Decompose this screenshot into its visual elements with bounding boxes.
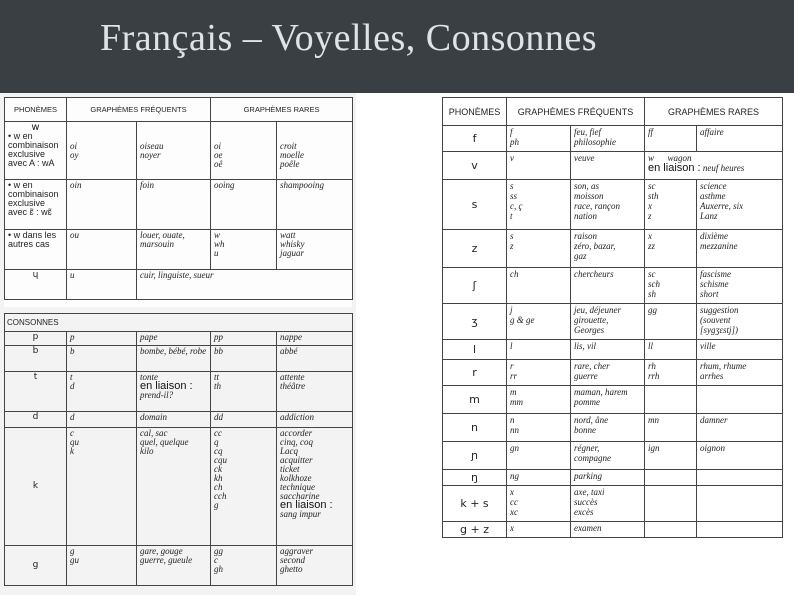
r-wr-sh: fascisme schisme short — [697, 268, 783, 304]
r-ph-r: r — [443, 360, 507, 386]
cons-gr-p: pp — [211, 332, 277, 346]
r-header-phonemes: PHONÈMES — [443, 98, 507, 126]
cons-wr-k-2: sang impur — [280, 509, 321, 519]
r-header-rares: GRAPHÈMES RARES — [645, 98, 783, 126]
r-ph-gz: g + z — [443, 522, 507, 538]
r-wf-z: raison zéro, bazar, gaz — [571, 230, 645, 268]
r-ph-l: l — [443, 340, 507, 360]
r-gr-gz — [645, 522, 697, 538]
r-wf-n: nord, âne bonne — [571, 414, 645, 442]
r-wf-sh: chercheurs — [571, 268, 645, 304]
cons-gf-t: t d — [67, 372, 137, 412]
cons-gr-b: bb — [211, 346, 277, 372]
cons-gr-d: dd — [211, 412, 277, 428]
r-gr-zh: gg — [645, 304, 697, 340]
w-row-1-wr: croit moelle poêle — [277, 122, 353, 180]
cons-wr-k-1: accorder cinq, coq Lacq acquitter ticket kolkhoze technique saccharine — [280, 428, 320, 501]
w-row-2-wr: shampooing — [277, 180, 353, 230]
r-gr-sh: sc sch sh — [645, 268, 697, 304]
r-wf-v: veuve — [571, 152, 645, 180]
r-wr-l: ville — [697, 340, 783, 360]
r-wr-s: science asthme Auxerre, six Lanz — [697, 180, 783, 230]
cons-gf-k: c qu k — [67, 428, 137, 546]
r-gf-s: s ss c, ç t — [507, 180, 571, 230]
liaison-label-t: en liaison : — [140, 380, 193, 392]
w-row-1-gr: oi oe oê — [211, 122, 277, 180]
cons-wr-t: attente théâtre — [277, 372, 353, 412]
w-desc: • w en combinaison exclusive avec A : wA — [8, 131, 59, 168]
r-gr-l: ll — [645, 340, 697, 360]
w-row-1-desc — [5, 122, 67, 180]
r-ph-m: m — [443, 386, 507, 414]
r-gf-r: r rr — [507, 360, 571, 386]
cons-wf-d: domain — [137, 412, 211, 428]
r-gf-v: v — [507, 152, 571, 180]
r-wf-s: son, as moisson race, rançon nation — [571, 180, 645, 230]
cons-wr-b: abbé — [277, 346, 353, 372]
r-gr-n: mn — [645, 414, 697, 442]
w-row-3-wr: watt whisky jaguar — [277, 230, 353, 270]
cons-ph-p: p — [5, 332, 67, 346]
cons-ph-k: k — [5, 428, 67, 546]
r-wr-f: affaire — [697, 126, 783, 152]
w-row-3-gf: ou — [67, 230, 137, 270]
cons-wf-t — [137, 372, 211, 412]
r-wr-m — [697, 386, 783, 414]
r-gr-f: ff — [645, 126, 697, 152]
r-gf-gn: gn — [507, 442, 571, 470]
r-ph-f: f — [443, 126, 507, 152]
r-gr-s: sc sth x z — [645, 180, 697, 230]
w-row-2-gr: ooing — [211, 180, 277, 230]
r-rares-v — [645, 152, 783, 180]
cons-ph-b: b — [5, 346, 67, 372]
r-ph-sh: ʃ — [443, 268, 507, 304]
r-wr-ng — [697, 470, 783, 486]
header-frequents: GRAPHÈMES FRÉQUENTS — [67, 98, 211, 122]
r-wf-m: maman, harem pomme — [571, 386, 645, 414]
right-scan — [438, 93, 794, 595]
r-wr-gn: oignon — [697, 442, 783, 470]
r-ph-s: s — [443, 180, 507, 230]
r-ph-n: n — [443, 414, 507, 442]
title-bar — [0, 0, 794, 93]
r-gf-sh: ch — [507, 268, 571, 304]
r-ph-gn: ɲ — [443, 442, 507, 470]
r-ph-ng: ŋ — [443, 470, 507, 486]
r-wf-gz: examen — [571, 522, 645, 538]
cons-gf-g: g gu — [67, 546, 137, 586]
r-wr-n: damner — [697, 414, 783, 442]
r-gf-n: n nn — [507, 414, 571, 442]
w-row-1-gf: oi oy — [67, 122, 137, 180]
page-title: Français – Voyelles, Consonnes — [100, 17, 598, 59]
cons-ph-g: g — [5, 546, 67, 586]
cons-ph-t: t — [5, 372, 67, 412]
cons-wf-b: bombe, bébé, robe — [137, 346, 211, 372]
cons-wf-t-2: prend-il? — [140, 390, 174, 400]
r-wr-z: dixième mezzanine — [697, 230, 783, 268]
w-label: w — [31, 122, 40, 133]
r-wr-v: wagon — [667, 153, 692, 163]
r-gf-ks: x cc xc — [507, 486, 571, 522]
w-row-2-gf: oin — [67, 180, 137, 230]
r-gf-gz: x — [507, 522, 571, 538]
r-gf-ng: ng — [507, 470, 571, 486]
r-ph-zh: ʒ — [443, 304, 507, 340]
r-gf-l: l — [507, 340, 571, 360]
cons-wf-t-1: tonte — [140, 372, 158, 382]
cons-wr-g: aggraver second ghetto — [277, 546, 353, 586]
r-gr-ks — [645, 486, 697, 522]
r-wr-ks — [697, 486, 783, 522]
r-wf-l: lis, vil — [571, 340, 645, 360]
r-gr-gn: ign — [645, 442, 697, 470]
r-ph-ks: k + s — [443, 486, 507, 522]
cons-ph-d: d — [5, 412, 67, 428]
yh-phoneme: ɥ — [5, 270, 67, 300]
r-wr-gz — [697, 522, 783, 538]
r-header-frequents: GRAPHÈMES FRÉQUENTS — [507, 98, 645, 126]
cons-wr-k — [277, 428, 353, 546]
r-gf-z: s z — [507, 230, 571, 268]
r-gr-ng — [645, 470, 697, 486]
liaison-label-k: en liaison : — [280, 499, 333, 511]
cons-gr-k: cc q cq cqu ck kh ch cch g — [211, 428, 277, 546]
cons-gr-t: tt th — [211, 372, 277, 412]
cons-wf-k: cal, sac quel, quelque kilo — [137, 428, 211, 546]
r-gr-m — [645, 386, 697, 414]
r-ph-v: v — [443, 152, 507, 180]
cons-wf-p: pape — [137, 332, 211, 346]
r-ph-z: z — [443, 230, 507, 268]
r-wf-f: feu, fief philosophie — [571, 126, 645, 152]
r-wf-ng: parking — [571, 470, 645, 486]
cons-gf-p: p — [67, 332, 137, 346]
r-gf-m: m mm — [507, 386, 571, 414]
consonant-table — [4, 313, 353, 586]
w-row-2-wf: foin — [137, 180, 211, 230]
r-wr2-v: neuf heures — [702, 163, 745, 173]
cons-wr-d: addiction — [277, 412, 353, 428]
cons-gr-g: gg c gh — [211, 546, 277, 586]
r-gf-f: f ph — [507, 126, 571, 152]
w-row-2-desc: • w en combinaison exclusive avec ɛ̃ : wɛ̃ — [5, 180, 67, 230]
w-row-3-wf: louer, ouate, marsouin — [137, 230, 211, 270]
r-gr-r: rh rrh — [645, 360, 697, 386]
yh-gf: u — [67, 270, 137, 300]
r-wf-ks: axe, taxi succès excès — [571, 486, 645, 522]
left-scan — [0, 93, 356, 595]
r-gf-zh: j g & ge — [507, 304, 571, 340]
r-wr-r: rhum, rhume arrhes — [697, 360, 783, 386]
w-row-1-wf: oiseau noyer — [137, 122, 211, 180]
yh-wf: cuir, linguiste, sueur — [137, 270, 353, 300]
consonnes-label: CONSONNES — [5, 314, 353, 332]
r-wf-zh: jeu, déjeuner girouette, Georges — [571, 304, 645, 340]
r-gr-v: w — [648, 153, 655, 163]
cons-gf-d: d — [67, 412, 137, 428]
r-gr-z: x zz — [645, 230, 697, 268]
r-wf-gn: régner, compagne — [571, 442, 645, 470]
cons-gf-b: b — [67, 346, 137, 372]
vowel-table — [4, 97, 353, 300]
right-consonant-table — [442, 97, 783, 538]
cons-wr-p: nappe — [277, 332, 353, 346]
header-rares: GRAPHÈMES RARES — [211, 98, 353, 122]
w-row-3-gr: w wh u — [211, 230, 277, 270]
r-liaison-v: en liaison : — [648, 162, 701, 174]
header-phonemes: PHONÈMES — [5, 98, 67, 122]
r-wr-zh: suggestion (souvent [sygʒɛstj]) — [697, 304, 783, 340]
r-wf-r: rare, cher guerre — [571, 360, 645, 386]
w-row-3-desc: • w dans les autres cas — [5, 230, 67, 270]
cons-wf-g: gare, gouge guerre, gueule — [137, 546, 211, 586]
